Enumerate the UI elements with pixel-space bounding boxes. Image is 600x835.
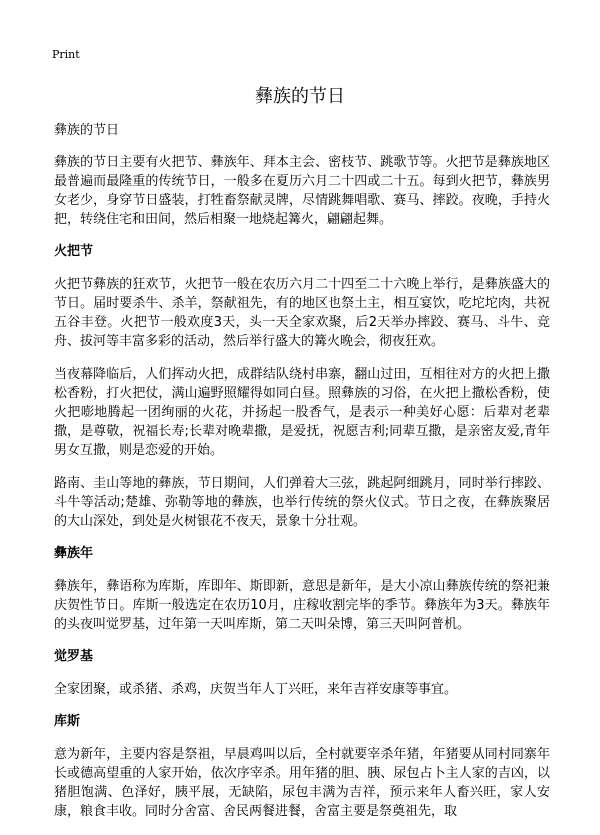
torch-festival-paragraph: 火把节彝族的狂欢节，火把节一般在农历六月二十四至二十六晚上举行，是彝族盛大的节日。届时要杀牛、杀羊，祭献祖先，有的地区也祭土主，相互宴饮，吃坨坨肉，共祝五谷丰登。火把节一般欢度3天，头一天全家欢聚，后2天举办摔跤、赛马、斗牛、竞舟、拔河等丰富多彩的活动，然后举行盛大的篝火晚会，彻夜狂欢。 bbox=[54, 277, 550, 349]
torch-festival-paragraph: 路南、圭山等地的彝族，节日期间，人们弹着大三弦，跳起阿细跳月，同时举行摔跤、斗牛等活动;楚雄、弥勒等地的彝族，也举行传统的祭火仪式。节日之夜，在彝族聚居的大山深处，到处是火树银花不夜天，景象十分壮观。 bbox=[54, 476, 550, 529]
section-heading-jueluoji: 觉罗基 bbox=[54, 649, 94, 664]
section-heading-yi-new-year: 彝族年 bbox=[54, 546, 94, 561]
section-heading-torch-festival: 火把节 bbox=[54, 244, 94, 259]
document-subtitle: 彝族的节日 bbox=[54, 123, 120, 138]
intro-paragraph: 彝族的节日主要有火把节、彝族年、拜本主会、密枝节、跳歌节等。火把节是彝族地区最普遍而最隆重的传统节日，一般多在夏历六月二十四或二十五。每到火把节，彝族男女老少，身穿节日盛装，打牲畜祭献灵牌，尽情跳舞唱歌、赛马、摔跤。夜晚，手持火把，转绕住宅和田间，然后相聚一地烧起篝火，翩翩起舞。 bbox=[54, 155, 550, 227]
document-title: 彝族的节日 bbox=[255, 86, 345, 107]
document-body bbox=[54, 122, 550, 835]
kusi-paragraph: 意为新年，主要内容是祭祖，早晨鸡叫以后，全村就要宰杀年猪，年猪要从同村同寨年长或德高望重的人家开始，依次序宰杀。用年猪的胆、胰、尿包占卜主人家的吉凶，以猪胆饱满、色泽好，胰平展，无缺陷，尿包丰满为吉祥，预示来年人畜兴旺，家人安康，粮食丰收。同时分舍富、舍民两餐进餐，舍富主要是祭奠祖先，取 bbox=[54, 747, 550, 819]
jueluoji-paragraph: 全家团聚，或杀猪、杀鸡，庆贺当年人丁兴旺，来年吉祥安康等事宜。 bbox=[54, 682, 458, 697]
torch-festival-paragraph: 当夜幕降临后，人们挥动火把，成群结队绕村串寨，翻山过田，互相往对方的火把上撒松香粉，打火把仗，满山遍野照耀得如同白昼。照彝族的习俗，在火把上撒松香粉，使火把嘭地腾起一团绚丽的火花，并扬起一股香气，是表示一种美好心愿：后辈对老辈撒，是尊敬，祝福长寿;长辈对晚辈撒，是爱抚，祝愿吉利;同辈互撒，是亲密友爱,青年男女互撒，则是恋爱的开始。 bbox=[54, 367, 550, 458]
print-link[interactable]: Print bbox=[52, 48, 80, 61]
section-heading-kusi: 库斯 bbox=[54, 714, 81, 729]
yi-new-year-paragraph: 彝族年，彝语称为库斯，库即年、斯即新，意思是新年，是大小凉山彝族传统的祭祀兼庆贺性节日。库斯一般选定在农历10月，庄稼收割完毕的季节。彝族年为3天。彝族年的头夜叫觉罗基，过年第一天叫库斯，第二天叫朵博，第三天叫阿普机。 bbox=[54, 579, 550, 632]
